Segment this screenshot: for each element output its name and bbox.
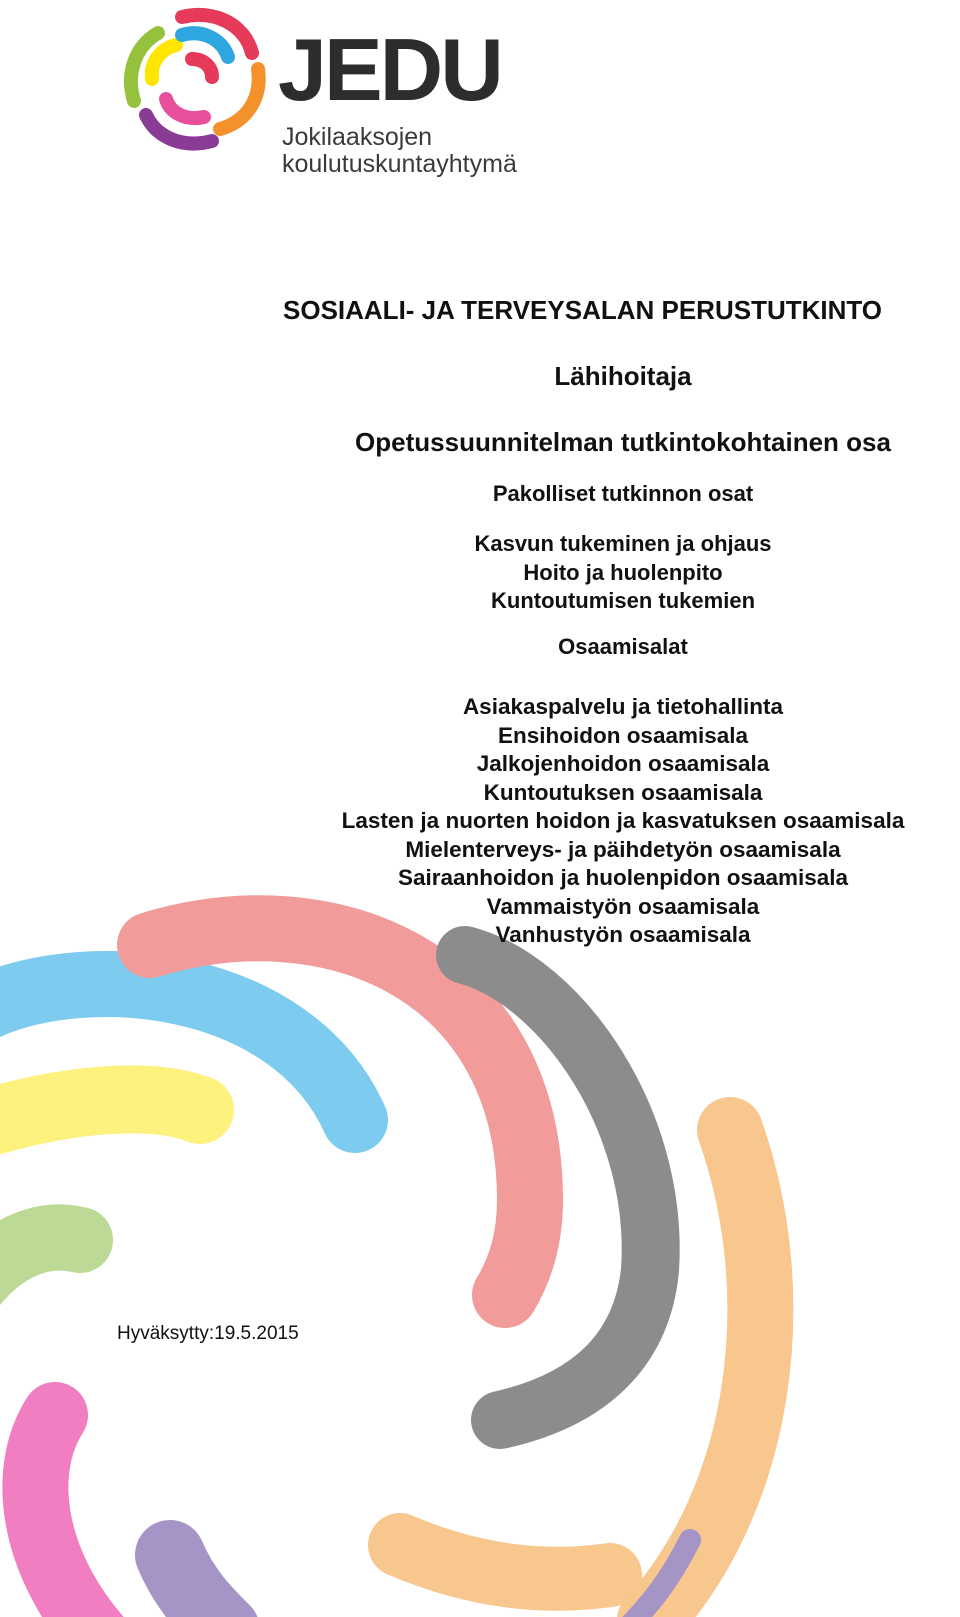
required-parts-heading: Pakolliset tutkinnon osat [492,481,754,506]
list-item: Kuntoutumisen tukemien [490,588,756,613]
document-title: SOSIAALI- JA TERVEYSALAN PERUSTUTKINTO [283,295,883,325]
competence-areas-heading: Osaamisalat [558,634,688,659]
list-item: Asiakaspalvelu ja tietohallinta [462,694,784,719]
logo-subtitle-line1: Jokilaaksojen [282,123,433,151]
competence-areas-list [342,693,905,950]
section-title: Opetussuunnitelman tutkintokohtainen osa [355,427,891,457]
list-item: Jalkojenhoidon osaamisala [476,751,770,776]
document-subtitle: Lähihoitaja [554,361,692,391]
list-item: Ensihoidon osaamisala [497,722,749,748]
approval-date: Hyväksytty:19.5.2015 [117,1323,299,1344]
list-item: Sairaanhoidon ja huolenpidon osaamisala [397,865,849,890]
jedu-logo-icon [120,5,270,153]
list-item: Hoito ja huolenpito [523,559,723,585]
list-item: Kasvun tukeminen ja ohjaus [474,531,772,556]
list-item: Lasten ja nuorten hoidon ja kasvatuksen osaamisala [341,808,905,833]
list-item: Vammaistyön osaamisala [486,893,760,919]
logo-subtitle-line2: koulutuskuntayhtymä [282,150,517,178]
list-item: Mielenterveys- ja päihdetyön osaamisala [405,836,841,862]
logo-wordmark: JEDU [278,20,501,119]
required-parts-list [474,530,771,616]
list-item: Kuntoutuksen osaamisala [483,779,763,805]
list-item: Vanhustyön osaamisala [495,922,751,947]
